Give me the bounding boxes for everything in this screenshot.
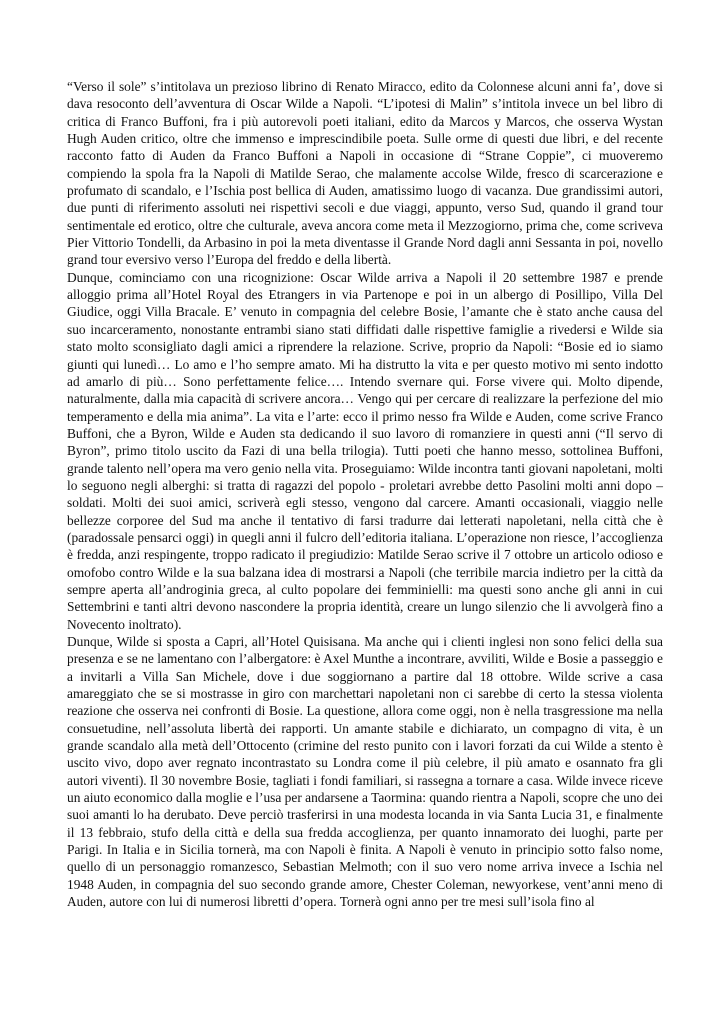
paragraph-3: Dunque, Wilde si sposta a Capri, all’Hotel Quisisana. Ma anche qui i clienti inglesi non sono felici della sua presenza e se ne lamentano con l’albergatore: è Axel Munthe a incontrare, avviliti, Wilde e Bosie a passeggio e a invitarli a Villa San Michele, dove i due soggiornano a partire dal 18 ottobre. Wilde scrive a casa amareggiato che se si mostrasse in giro con marchettari napoletani non ci sarebbe di certo la stessa violenta reazione che osserva nei confronti di Bosie. La questione, allora come oggi, non è nella trasgressione ma nella consuetudine, nell’assoluta libertà dei rapporti. Un amante stabile e dichiarato, un compagno di vita, è un grande scandalo alla metà dell’Ottocento (crimine del resto punito con i lavori forzati da cui Wilde a stento è uscito vivo, dopo aver regnato incontrastato su Londra come il più celebre, il più amato e osannato fra gli autori viventi). Il 30 novembre Bosie, tagliati i fondi familiari, si rassegna a tornare a casa. Wilde invece riceve un aiuto economico dalla moglie e l’usa per andarsene a Taormina: quando rientra a Napoli, scopre che uno dei suoi amanti lo ha derubato. Deve perciò trasferirsi in una modesta locanda in via Santa Lucia 31, e finalmente il 13 febbraio, stufo della città e della sua fredda accoglienza, per quanto innamorato dei luoghi, parte per Parigi. In Italia e in Sicilia tornerà, ma con Napoli è finita. A Napoli è venuto in principio sotto falso nome, quello di un personaggio romanzesco, Sebastian Melmoth; con il suo vero nome arriva invece a Ischia nel 1948 Auden, in compagnia del suo secondo grande amore, Chester Coleman, newyorkese, vent’anni meno di Auden, autore con lui di numerosi libretti d’opera. Tornerà ogni anno per tre mesi sull’isola fino al [67,634,663,910]
document-page [67,78,663,911]
paragraph-1: “Verso il sole” s’intitolava un prezioso librino di Renato Miracco, edito da Colonnese alcuni anni fa’, dove si dava resoconto dell’avventura di Oscar Wilde a Napoli. “L’ipotesi di Malin” s’intitola invece un bel libro di critica di Franco Buffoni, fra i più autorevoli poeti italiani, edito da Marcos y Marcos, che osserva Wystan Hugh Auden critico, oltre che immenso e imprescindibile poeta. Sulle orme di questi due libri, e del recente racconto fatto di Auden da Franco Buffoni a Napoli in occasione di “Strane Coppie”, ci muoveremo compiendo la spola fra la Napoli di Matilde Serao, che malamente accolse Wilde, fresco di scarcerazione e profumato di scandalo, e l’Ischia post bellica di Auden, amatissimo luogo di vacanza. Due grandissimi autori, due punti di riferimento assoluti nei rispettivi secoli e due viaggi, appunto, verso Sud, quando il grand tour sentimentale ed erotico, oltre che culturale, aveva ancora come meta il Mezzogiorno, prima che, come scriveva Pier Vittorio Tondelli, da Arbasino in poi la meta diventasse il Grande Nord dagli anni Sessanta in poi, novello grand tour eversivo verso l’Europa del freddo e della libertà. [67,79,663,268]
paragraph-2: Dunque, cominciamo con una ricognizione: Oscar Wilde arriva a Napoli il 20 settembre 1987 e prende alloggio prima all’Hotel Royal des Etrangers in via Partenope e poi in un albergo di Posillipo, Villa Del Giudice, oggi Villa Bracale. E’ venuto in compagnia del celebre Bosie, l’amante che è stato anche causa del suo incarceramento, nonostante entrambi siano stati diffidati dalle rispettive famiglie a rivedersi e Wilde sia stato molto sconsigliato dagli amici a riprendere la relazione. Scrive, proprio da Napoli: “Bosie ed io siamo giunti qui lunedì… Lo amo e l’ho sempre amato. Mi ha distrutto la vita e per questo motivo mi sento indotto ad amarlo di più… Sono perfettamente felice…. Intendo svernare qui. Forse vivere qui. Molto dipende, naturalmente, dalla mia capacità di scrivere ancora… Vengo qui per cercare di realizzare la perfezione del mio temperamento e della mia anima”. La vita e l’arte: ecco il primo nesso fra Wilde e Auden, come scrive Franco Buffoni, che a Byron, Wilde e Auden sta dedicando il suo lavoro di romanziere in questi anni (“Il servo di Byron”, primo titolo uscito da Fazi di una bella trilogia). Tutti poeti che hanno messo, sottolinea Buffoni, grande talento nell’opera ma vero genio nella vita. Proseguiamo: Wilde incontra tanti giovani napoletani, molti lo seguono negli alberghi: si tratta di ragazzi del popolo - proletari avrebbe detto Pasolini molti anni dopo – soldati. Molti dei suoi amici, scriverà egli stesso, vengono dal carcere. Amanti occasionali, viaggio nelle bellezze corporee del Sud ma anche il tentativo di farsi tradurre dai letterati napoletani, nella città che è (paradossale pensarci oggi) in quegli anni il fulcro dell’editoria italiana. L’operazione non riesce, l’accoglienza è fredda, anzi respingente, troppo radicato il pregiudizio: Matilde Serao scrive il 7 ottobre un articolo odioso e omofobo contro Wilde e la sua balzana idea di mostrarsi a Napoli (che terribile marcia indietro per la città da sempre aperta all’androginia greca, al culto popolare dei femminielli: ma questi sono anche gli anni in cui Settembrini e tanti altri devono nascondere la propria identità, creare un lungo silenzio che li avvolgerà fino a Novecento inoltrato). [67,269,663,632]
